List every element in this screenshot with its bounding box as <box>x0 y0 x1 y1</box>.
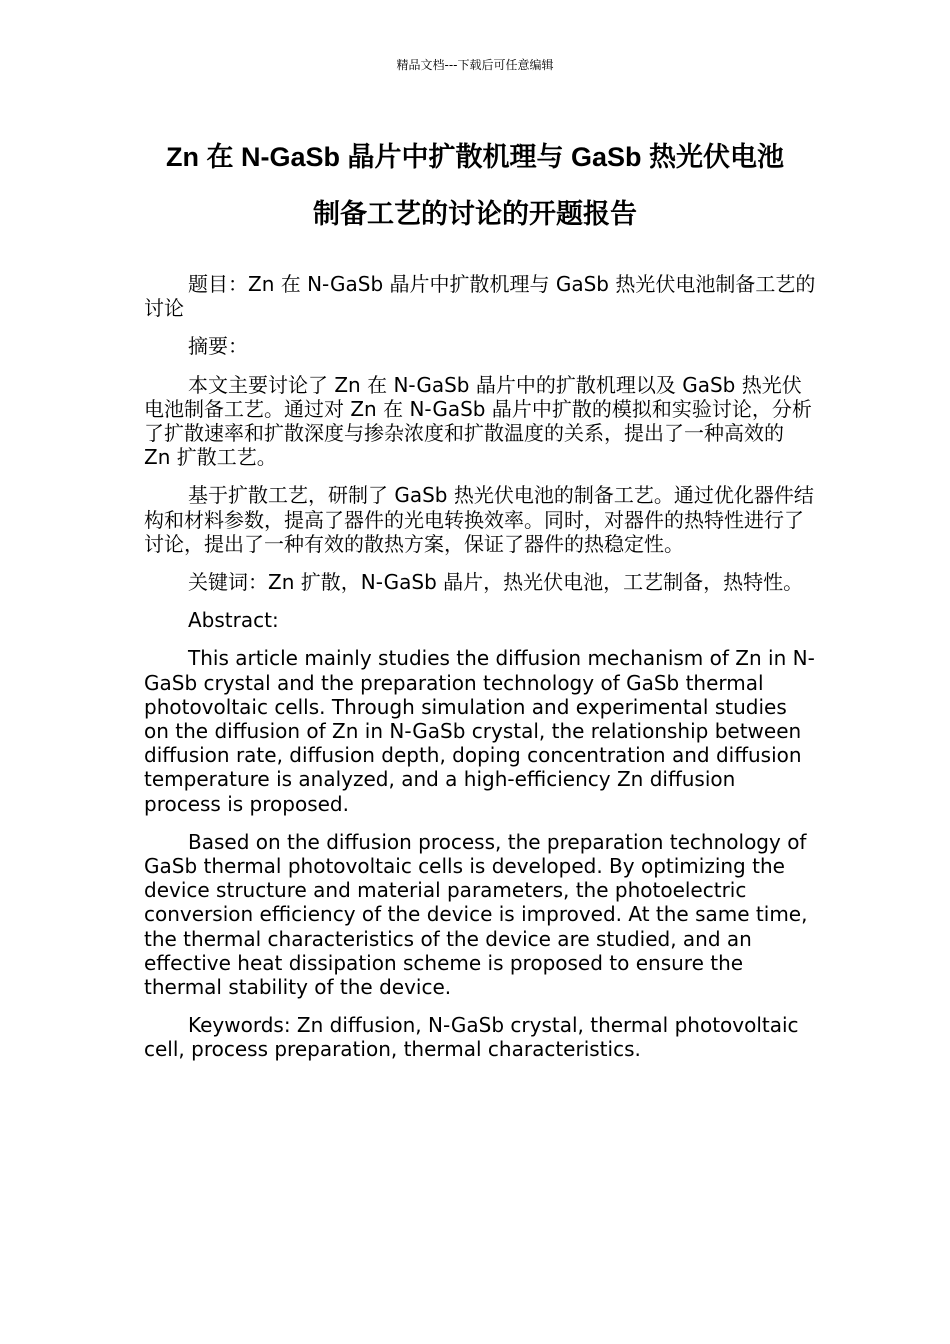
abstract-label-en: Abstract: <box>188 608 279 633</box>
header-note: 精品文档---下载后可任意编辑 <box>396 58 554 72</box>
abstract-cn-paragraph-2: 基于扩散工艺，研制了 GaSb 热光伏电池的制备工艺。通过优化器件结构和材料参数，提高了器件的光电转换效率。同时，对器件的热特性进行了讨论，提出了一种有效的散热方案，保证了器件的热稳定性。 <box>144 483 814 556</box>
abstract-label-cn: 摘要： <box>188 334 248 359</box>
title-line-1: Zn 在 N-GaSb 晶片中扩散机理与 GaSb 热光伏电池 <box>165 142 785 172</box>
keywords-en: Keywords: Zn diffusion, N-GaSb crystal, thermal photovoltaic cell, process preparation, thermal characteristics. <box>144 1013 799 1062</box>
abstract-en-paragraph-2: Based on the diffusion process, the preparation technology of GaSb thermal photovoltaic cells is developed. By optimizing the device structure and material parameters, the photoelectric conversion efficiency of the device is improved. At the same time, the thermal characteristics of the device are studied, and an effective heat dissipation scheme is proposed to ensure the thermal stability of the device. <box>144 829 808 1000</box>
topic-paragraph: 题目：Zn 在 N-GaSb 晶片中扩散机理与 GaSb 热光伏电池制备工艺的讨论 <box>144 272 816 321</box>
title-line-2: 制备工艺的讨论的开题报告 <box>313 199 637 229</box>
document-body <box>144 272 816 1076</box>
keywords-cn: 关键词：Zn 扩散，N-GaSb 晶片，热光伏电池，工艺制备，热特性。 <box>188 570 804 595</box>
abstract-cn-paragraph-1: 本文主要讨论了 Zn 在 N-GaSb 晶片中的扩散机理以及 GaSb 热光伏电池制备工艺。通过对 Zn 在 N-GaSb 晶片中扩散的模拟和实验讨论，分析了扩散速率和扩散深度与掺杂浓度和扩散温度的关系，提出了一种高效的 Zn 扩散工艺。 <box>144 372 812 470</box>
document-title <box>0 136 950 230</box>
abstract-en-paragraph-1: This article mainly studies the diffusion mechanism of Zn in N-GaSb crystal and the preparation technology of GaSb thermal photovoltaic cells. Through simulation and experimental studies on the diffusion of Zn in N-GaSb crystal, the relationship between diffusion rate, diffusion depth, doping concentration and diffusion temperature is analyzed, and a high-efficiency Zn diffusion process is proposed. <box>144 646 815 816</box>
